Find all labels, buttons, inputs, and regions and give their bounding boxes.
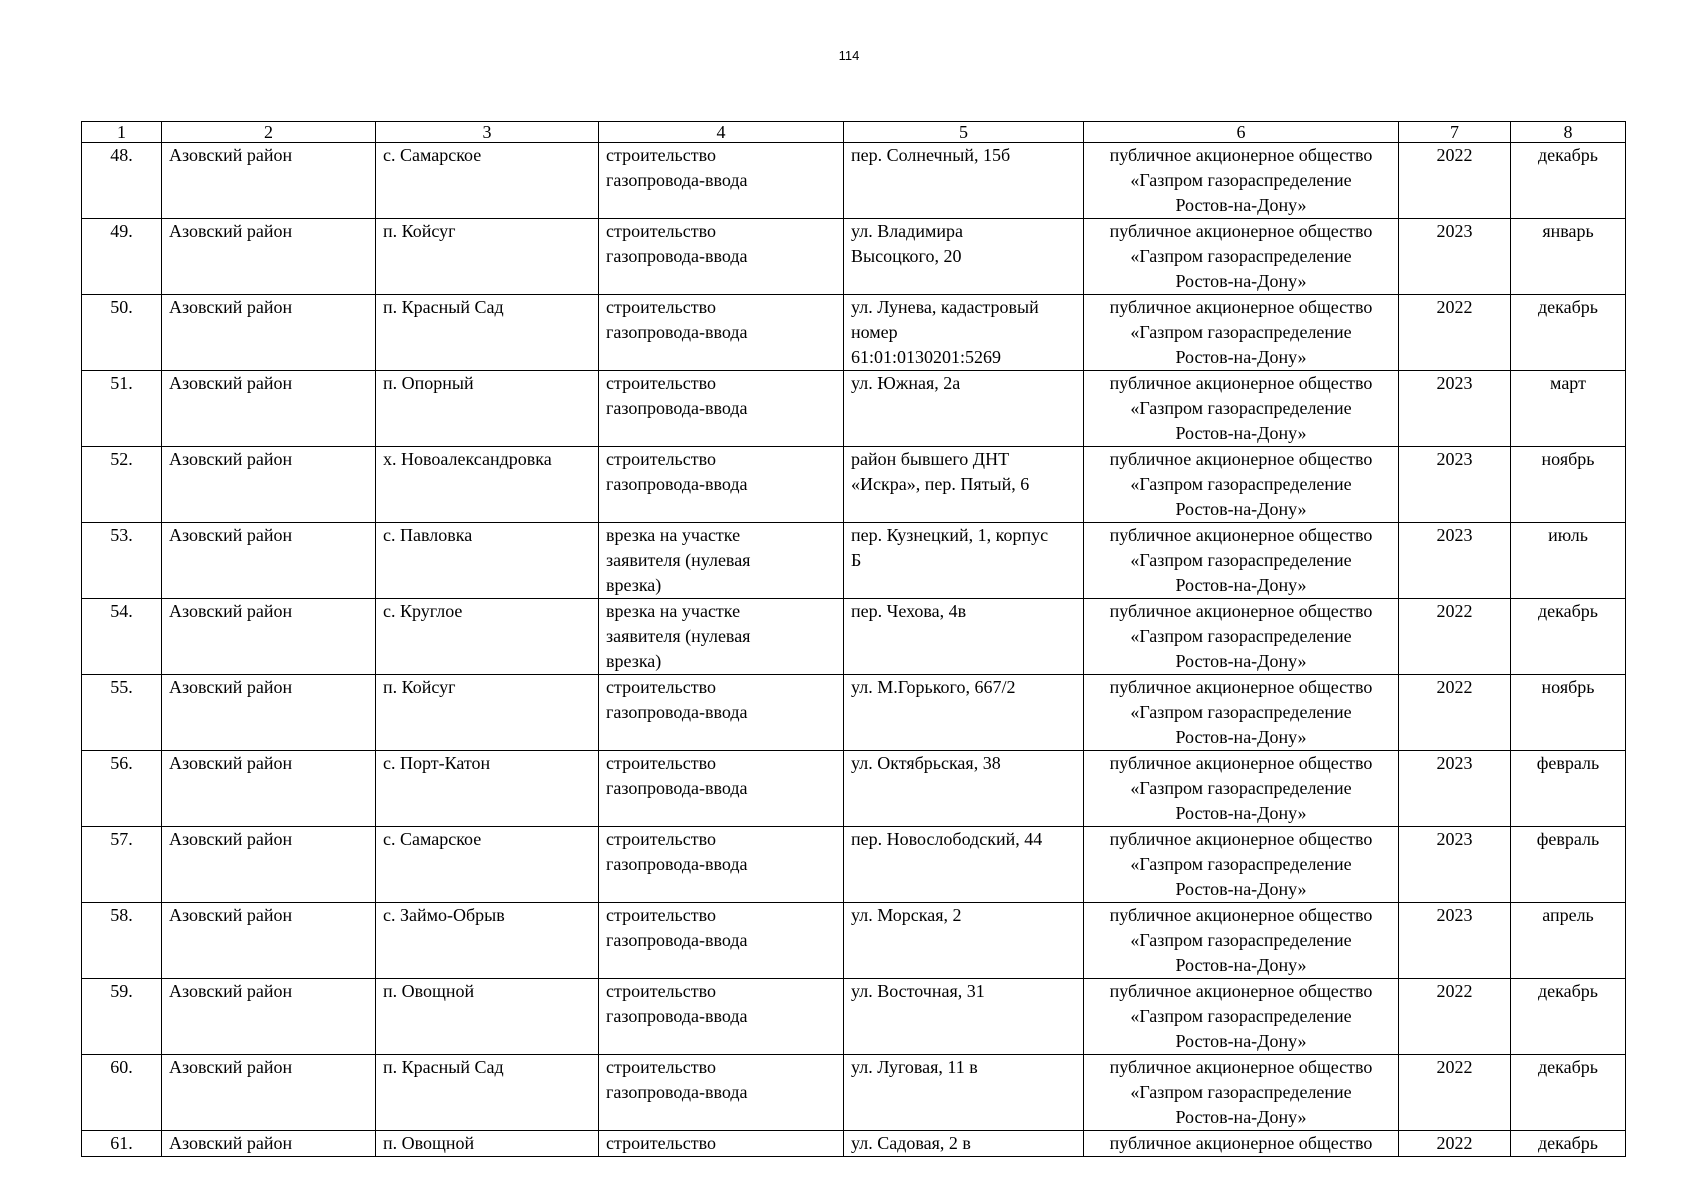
- table-header-row: [82, 122, 1626, 143]
- organization-line: публичное акционерное общество: [1109, 601, 1373, 621]
- table-row: [82, 371, 1626, 447]
- work-type-line: строительство: [606, 1133, 716, 1153]
- settlement-cell: п. Опорный: [376, 371, 599, 447]
- organization-cell: [1084, 143, 1399, 219]
- table-row: [82, 827, 1626, 903]
- settlement-cell: п. Красный Сад: [376, 1055, 599, 1131]
- organization-line: Ростов-на-Дону»: [1175, 727, 1307, 747]
- row-number-cell: 50.: [82, 295, 162, 371]
- month-cell: апрель: [1511, 903, 1626, 979]
- organization-line: Ростов-на-Дону»: [1175, 803, 1307, 823]
- district-cell: Азовский район: [162, 1055, 376, 1131]
- district-cell: Азовский район: [162, 979, 376, 1055]
- organization-line: публичное акционерное общество: [1109, 145, 1373, 165]
- column-header: 2: [162, 122, 376, 143]
- work-type-line: врезка на участке: [606, 601, 741, 621]
- organization-line: «Газпром газораспределение: [1130, 474, 1352, 494]
- organization-cell: [1084, 371, 1399, 447]
- month-cell: декабрь: [1511, 979, 1626, 1055]
- organization-cell: [1084, 599, 1399, 675]
- work-type-line: строительство: [606, 981, 716, 1001]
- month-cell: февраль: [1511, 827, 1626, 903]
- address-cell: [844, 751, 1084, 827]
- address-line: район бывшего ДНТ: [851, 449, 1010, 469]
- organization-line: публичное акционерное общество: [1109, 1057, 1373, 1077]
- address-cell: [844, 827, 1084, 903]
- settlement-cell: п. Овощной: [376, 979, 599, 1055]
- address-cell: [844, 979, 1084, 1055]
- work-type-cell: [599, 523, 844, 599]
- organization-line: Ростов-на-Дону»: [1175, 347, 1307, 367]
- work-type-line: заявителя (нулевая: [606, 626, 751, 646]
- year-cell: 2023: [1399, 827, 1511, 903]
- organization-line: публичное акционерное общество: [1109, 373, 1373, 393]
- settlement-cell: п. Овощной: [376, 1131, 599, 1157]
- work-type-line: врезка на участке: [606, 525, 741, 545]
- address-cell: [844, 1055, 1084, 1131]
- address-line: ул. Октябрьская, 38: [851, 753, 1001, 773]
- column-header: 1: [82, 122, 162, 143]
- page-number: 114: [838, 48, 860, 63]
- month-cell: март: [1511, 371, 1626, 447]
- settlement-cell: с. Павловка: [376, 523, 599, 599]
- month-cell: февраль: [1511, 751, 1626, 827]
- organization-line: публичное акционерное общество: [1109, 525, 1373, 545]
- row-number-cell: 52.: [82, 447, 162, 523]
- work-type-cell: [599, 1131, 844, 1157]
- organization-cell: [1084, 447, 1399, 523]
- table-row: [82, 219, 1626, 295]
- column-header: 5: [844, 122, 1084, 143]
- organization-line: Ростов-на-Дону»: [1175, 271, 1307, 291]
- address-line: пер. Чехова, 4в: [851, 601, 967, 621]
- work-type-line: строительство: [606, 1057, 716, 1077]
- organization-line: публичное акционерное общество: [1109, 449, 1373, 469]
- column-header: 8: [1511, 122, 1626, 143]
- organization-cell: [1084, 827, 1399, 903]
- work-type-cell: [599, 751, 844, 827]
- work-type-line: строительство: [606, 753, 716, 773]
- column-header: 6: [1084, 122, 1399, 143]
- district-cell: Азовский район: [162, 523, 376, 599]
- row-number-cell: 59.: [82, 979, 162, 1055]
- address-cell: [844, 523, 1084, 599]
- work-type-line: строительство: [606, 677, 716, 697]
- year-cell: 2022: [1399, 599, 1511, 675]
- work-type-line: газопровода-ввода: [606, 170, 748, 190]
- address-line: ул. Морская, 2: [851, 905, 962, 925]
- table-row: [82, 751, 1626, 827]
- organization-cell: [1084, 979, 1399, 1055]
- district-cell: Азовский район: [162, 447, 376, 523]
- table-row: [82, 903, 1626, 979]
- work-type-line: врезка): [606, 575, 662, 595]
- address-line: ул. Южная, 2а: [851, 373, 961, 393]
- organization-line: Ростов-на-Дону»: [1175, 499, 1307, 519]
- row-number-cell: 60.: [82, 1055, 162, 1131]
- district-cell: Азовский район: [162, 751, 376, 827]
- column-header: 4: [599, 122, 844, 143]
- table-row: [82, 523, 1626, 599]
- work-type-line: газопровода-ввода: [606, 778, 748, 798]
- row-number-cell: 51.: [82, 371, 162, 447]
- table-row: [82, 447, 1626, 523]
- work-type-line: газопровода-ввода: [606, 854, 748, 874]
- organization-line: публичное акционерное общество: [1109, 829, 1373, 849]
- organization-line: «Газпром газораспределение: [1130, 246, 1352, 266]
- organization-cell: [1084, 1131, 1399, 1157]
- table-row: [82, 599, 1626, 675]
- month-cell: декабрь: [1511, 599, 1626, 675]
- column-header: 7: [1399, 122, 1511, 143]
- row-number-cell: 58.: [82, 903, 162, 979]
- organization-line: публичное акционерное общество: [1109, 221, 1373, 241]
- work-type-line: строительство: [606, 905, 716, 925]
- table-row: [82, 295, 1626, 371]
- work-type-line: строительство: [606, 373, 716, 393]
- organization-cell: [1084, 295, 1399, 371]
- table-row: [82, 1131, 1626, 1157]
- organization-line: Ростов-на-Дону»: [1175, 195, 1307, 215]
- month-cell: ноябрь: [1511, 447, 1626, 523]
- table-row: [82, 1055, 1626, 1131]
- organization-cell: [1084, 903, 1399, 979]
- address-line: ул. Луговая, 11 в: [851, 1057, 978, 1077]
- row-number-cell: 56.: [82, 751, 162, 827]
- work-type-cell: [599, 219, 844, 295]
- organization-line: «Газпром газораспределение: [1130, 626, 1352, 646]
- district-cell: Азовский район: [162, 599, 376, 675]
- work-type-cell: [599, 143, 844, 219]
- row-number-cell: 57.: [82, 827, 162, 903]
- address-line: Высоцкого, 20: [851, 246, 962, 266]
- district-cell: Азовский район: [162, 903, 376, 979]
- district-cell: Азовский район: [162, 295, 376, 371]
- address-line: ул. М.Горького, 667/2: [851, 677, 1016, 697]
- work-type-line: газопровода-ввода: [606, 930, 748, 950]
- organization-cell: [1084, 1055, 1399, 1131]
- work-type-cell: [599, 295, 844, 371]
- address-line: ул. Владимира: [851, 221, 963, 241]
- organization-line: публичное акционерное общество: [1109, 677, 1373, 697]
- year-cell: 2022: [1399, 979, 1511, 1055]
- organization-cell: [1084, 751, 1399, 827]
- address-line: ул. Садовая, 2 в: [851, 1133, 971, 1153]
- organization-line: Ростов-на-Дону»: [1175, 423, 1307, 443]
- address-line: пер. Новослободский, 44: [851, 829, 1043, 849]
- organization-line: «Газпром газораспределение: [1130, 170, 1352, 190]
- address-line: пер. Кузнецкий, 1, корпус: [851, 525, 1049, 545]
- work-type-line: врезка): [606, 651, 662, 671]
- organization-line: публичное акционерное общество: [1109, 905, 1373, 925]
- work-type-cell: [599, 1055, 844, 1131]
- organization-line: «Газпром газораспределение: [1130, 398, 1352, 418]
- address-cell: [844, 295, 1084, 371]
- work-type-line: строительство: [606, 449, 716, 469]
- organization-line: «Газпром газораспределение: [1130, 778, 1352, 798]
- organization-cell: [1084, 675, 1399, 751]
- address-cell: [844, 1131, 1084, 1157]
- address-line: 61:01:0130201:5269: [851, 347, 1002, 367]
- district-cell: Азовский район: [162, 827, 376, 903]
- month-cell: июль: [1511, 523, 1626, 599]
- address-cell: [844, 675, 1084, 751]
- address-line: Б: [851, 550, 862, 570]
- district-cell: Азовский район: [162, 143, 376, 219]
- address-line: пер. Солнечный, 15б: [851, 145, 1011, 165]
- settlement-cell: х. Новоалександровка: [376, 447, 599, 523]
- table-body: [82, 143, 1626, 1157]
- gas-connection-table: [81, 121, 1626, 1157]
- organization-line: Ростов-на-Дону»: [1175, 575, 1307, 595]
- year-cell: 2023: [1399, 219, 1511, 295]
- settlement-cell: с. Самарское: [376, 827, 599, 903]
- organization-line: Ростов-на-Дону»: [1175, 955, 1307, 975]
- address-cell: [844, 371, 1084, 447]
- district-cell: Азовский район: [162, 1131, 376, 1157]
- settlement-cell: с. Круглое: [376, 599, 599, 675]
- row-number-cell: 54.: [82, 599, 162, 675]
- row-number-cell: 48.: [82, 143, 162, 219]
- work-type-cell: [599, 903, 844, 979]
- year-cell: 2022: [1399, 675, 1511, 751]
- organization-line: «Газпром газораспределение: [1130, 930, 1352, 950]
- work-type-cell: [599, 675, 844, 751]
- district-cell: Азовский район: [162, 219, 376, 295]
- organization-line: «Газпром газораспределение: [1130, 702, 1352, 722]
- district-cell: Азовский район: [162, 675, 376, 751]
- column-header: 3: [376, 122, 599, 143]
- table-row: [82, 979, 1626, 1055]
- organization-line: «Газпром газораспределение: [1130, 1006, 1352, 1026]
- settlement-cell: с. Порт-Катон: [376, 751, 599, 827]
- work-type-cell: [599, 979, 844, 1055]
- month-cell: декабрь: [1511, 295, 1626, 371]
- work-type-line: газопровода-ввода: [606, 702, 748, 722]
- row-number-cell: 49.: [82, 219, 162, 295]
- month-cell: январь: [1511, 219, 1626, 295]
- organization-line: «Газпром газораспределение: [1130, 322, 1352, 342]
- address-cell: [844, 903, 1084, 979]
- work-type-cell: [599, 447, 844, 523]
- work-type-line: строительство: [606, 297, 716, 317]
- district-cell: Азовский район: [162, 371, 376, 447]
- month-cell: декабрь: [1511, 1131, 1626, 1157]
- address-line: номер: [851, 322, 898, 342]
- work-type-cell: [599, 371, 844, 447]
- year-cell: 2023: [1399, 751, 1511, 827]
- work-type-line: строительство: [606, 829, 716, 849]
- work-type-line: газопровода-ввода: [606, 474, 748, 494]
- address-cell: [844, 599, 1084, 675]
- year-cell: 2023: [1399, 371, 1511, 447]
- address-line: «Искра», пер. Пятый, 6: [851, 474, 1030, 494]
- year-cell: 2022: [1399, 1131, 1511, 1157]
- work-type-line: газопровода-ввода: [606, 246, 748, 266]
- year-cell: 2023: [1399, 447, 1511, 523]
- address-line: ул. Лунева, кадастровый: [851, 297, 1039, 317]
- work-type-line: газопровода-ввода: [606, 398, 748, 418]
- settlement-cell: п. Красный Сад: [376, 295, 599, 371]
- address-line: ул. Восточная, 31: [851, 981, 985, 1001]
- month-cell: декабрь: [1511, 1055, 1626, 1131]
- row-number-cell: 53.: [82, 523, 162, 599]
- settlement-cell: с. Самарское: [376, 143, 599, 219]
- settlement-cell: п. Койсуг: [376, 219, 599, 295]
- work-type-line: газопровода-ввода: [606, 1006, 748, 1026]
- organization-line: публичное акционерное общество: [1109, 981, 1373, 1001]
- organization-cell: [1084, 523, 1399, 599]
- row-number-cell: 55.: [82, 675, 162, 751]
- work-type-line: строительство: [606, 221, 716, 241]
- year-cell: 2022: [1399, 1055, 1511, 1131]
- organization-line: Ростов-на-Дону»: [1175, 879, 1307, 899]
- year-cell: 2022: [1399, 143, 1511, 219]
- settlement-cell: п. Койсуг: [376, 675, 599, 751]
- table-row: [82, 675, 1626, 751]
- work-type-line: строительство: [606, 145, 716, 165]
- organization-line: Ростов-на-Дону»: [1175, 651, 1307, 671]
- year-cell: 2023: [1399, 903, 1511, 979]
- work-type-cell: [599, 599, 844, 675]
- year-cell: 2022: [1399, 295, 1511, 371]
- organization-line: «Газпром газораспределение: [1130, 1082, 1352, 1102]
- work-type-line: заявителя (нулевая: [606, 550, 751, 570]
- organization-line: «Газпром газораспределение: [1130, 550, 1352, 570]
- work-type-cell: [599, 827, 844, 903]
- organization-line: публичное акционерное общество: [1109, 297, 1373, 317]
- month-cell: декабрь: [1511, 143, 1626, 219]
- address-cell: [844, 143, 1084, 219]
- year-cell: 2023: [1399, 523, 1511, 599]
- organization-line: публичное акционерное общество: [1109, 753, 1373, 773]
- settlement-cell: с. Займо-Обрыв: [376, 903, 599, 979]
- month-cell: ноябрь: [1511, 675, 1626, 751]
- organization-line: публичное акционерное общество: [1109, 1133, 1373, 1153]
- organization-line: «Газпром газораспределение: [1130, 854, 1352, 874]
- table-row: [82, 143, 1626, 219]
- work-type-line: газопровода-ввода: [606, 1082, 748, 1102]
- organization-line: Ростов-на-Дону»: [1175, 1031, 1307, 1051]
- organization-line: Ростов-на-Дону»: [1175, 1107, 1307, 1127]
- address-cell: [844, 447, 1084, 523]
- row-number-cell: 61.: [82, 1131, 162, 1157]
- organization-cell: [1084, 219, 1399, 295]
- work-type-line: газопровода-ввода: [606, 322, 748, 342]
- address-cell: [844, 219, 1084, 295]
